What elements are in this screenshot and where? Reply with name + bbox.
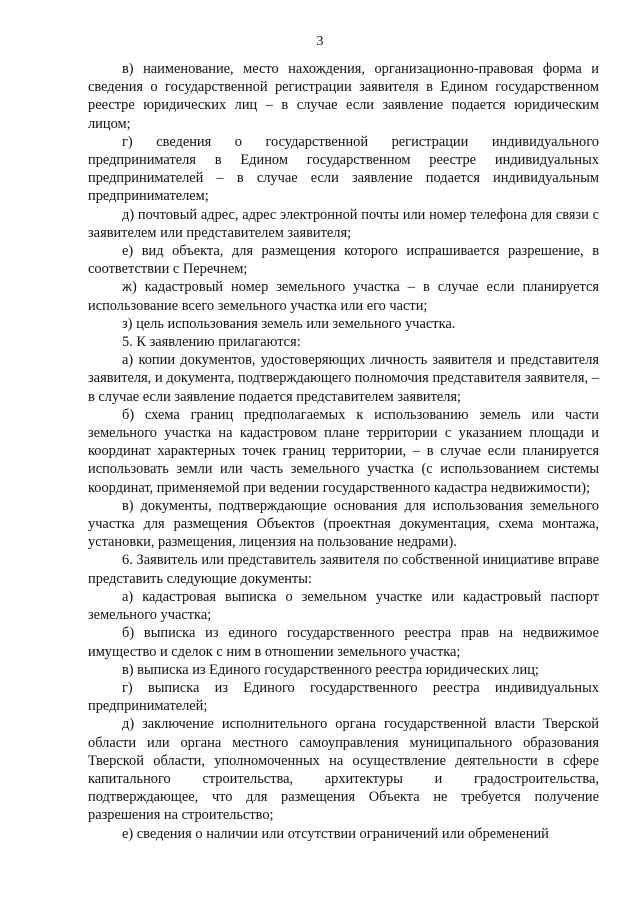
- paragraph-item-g-entrepreneur: г) сведения о государственной регистрации индивидуального предпринимателя в Едином государственном реестре индивидуальных предпринимателей – в случае если заявление подается индивидуальным предпринимателем;: [88, 133, 599, 205]
- paragraph-item-v-legal-entities-extract: в) выписка из Единого государственного реестра юридических лиц;: [122, 661, 539, 678]
- paragraph-item-v-basis-documents: в) документы, подтверждающие основания для использования земельного участка для размещения Объектов (проектная документация, схема монтажа, установки, размещения, лицензия на пользование недрами).: [88, 497, 599, 551]
- paragraph-item-e-restrictions-info: е) сведения о наличии или отсутствии ограничений или обременений: [122, 825, 549, 842]
- paragraph-item-b-boundary-scheme: б) схема границ предполагаемых к использованию земель или части земельного участка на кадастровом плане территории с указанием площади и координат характерных точек границ территории, – в случае если планируется использовать земли или часть земельного участка (с использованием системы координат, применяемой при ведении государственного кадастра недвижимости);: [88, 406, 599, 496]
- paragraph-item-b-rights-register-extract: б) выписка из единого государственного реестра прав на недвижимое имущество и сделок с ним в отношении земельного участка;: [88, 625, 599, 660]
- document-body: [88, 60, 599, 843]
- paragraph-section-5-heading: 5. К заявлению прилагаются:: [122, 334, 301, 351]
- paragraph-item-zh-cadastral-number: ж) кадастровый номер земельного участка – в случае если планируется использование всего земельного участка или его части;: [88, 279, 599, 314]
- paragraph-item-d-authority-conclusion: д) заключение исполнительного органа государственной власти Тверской области или органа местного самоуправления муниципального образования Тверской области, уполномоченных на осуществление деятельности в сфере капитального строительства, архитектуры и градостроительства, подтверждающее, что для размещения Объекта не требуется получение разрешения на строительство;: [88, 716, 599, 824]
- paragraph-section-6-heading: 6. Заявитель или представитель заявителя по собственной инициативе вправе представить следующие документы:: [88, 552, 599, 587]
- page-number: 3: [316, 34, 324, 49]
- paragraph-item-a-cadastral-extract: а) кадастровая выписка о земельном участке или кадастровый паспорт земельного участка;: [88, 588, 599, 624]
- paragraph-item-d-contact: д) почтовый адрес, адрес электронной почты или номер телефона для связи с заявителем или представителем заявителя;: [88, 206, 599, 241]
- paragraph-item-z-purpose: з) цель использования земель или земельного участка.: [122, 315, 456, 332]
- paragraph-item-e-object-type: е) вид объекта, для размещения которого испрашивается разрешение, в соответствии с Перечнем;: [88, 243, 599, 278]
- paragraph-item-v-name: в) наименование, место нахождения, организационно-правовая форма и сведения о государственной регистрации заявителя в Едином государственном реестре юридических лиц – в случае если заявление подается юридическим лицом;: [88, 61, 599, 132]
- paragraph-item-a-identity-copies: а) копии документов, удостоверяющих личность заявителя и представителя заявителя, и документа, подтверждающего полномочия представителя заявителя, – в случае если заявление подается представителем заявителя;: [88, 352, 599, 405]
- paragraph-item-g-entrepreneurs-extract: г) выписка из Единого государственного реестра индивидуальных предпринимателей;: [88, 679, 599, 715]
